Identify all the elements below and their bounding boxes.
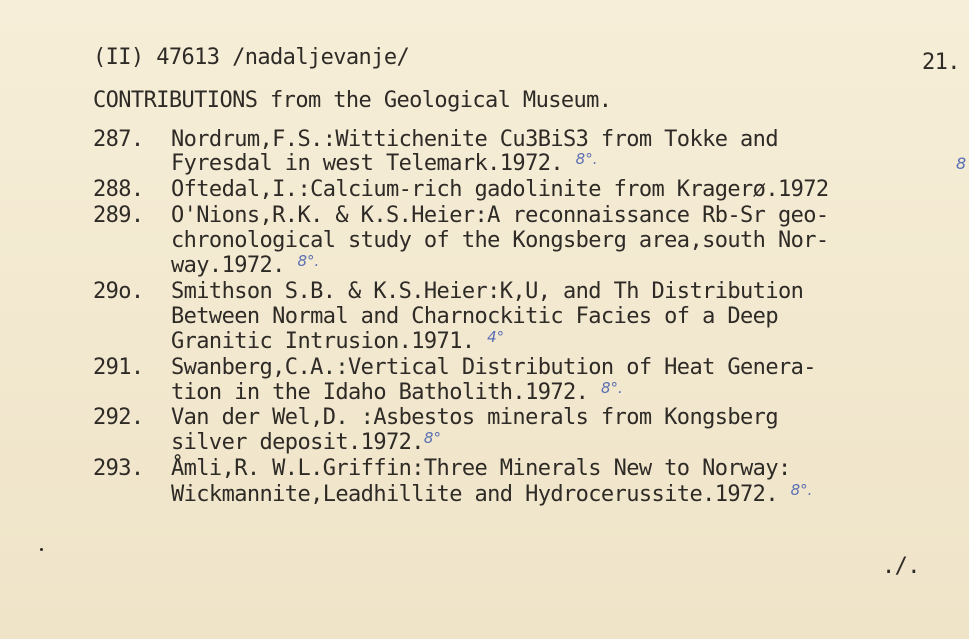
entry-line: Åmli,R. W.L.Griffin:Three Minerals New to Norway: <box>171 456 791 481</box>
handwritten-format-note: 8°. <box>575 150 598 168</box>
entry-line: Wickmannite,Leadhillite and Hydrocerussite.1972. $^{8^\circ.}$ <box>171 481 813 507</box>
entry-number: 29o. <box>93 279 144 304</box>
handwritten-format-note: 8°. <box>297 252 320 270</box>
handwritten-format-note: 4° <box>487 328 505 346</box>
entry-line: Swanberg,C.A.:Vertical Distribution of Heat Genera- <box>171 355 816 380</box>
entry-line: silver deposit.1972.$^{8^\circ}$ <box>171 429 441 455</box>
entry-line: Nordrum,F.S.:Wittichenite Cu3BiS3 from Tokke and <box>171 127 778 152</box>
entry-line: Van der Wel,D. :Asbestos minerals from Kongsberg <box>171 405 778 430</box>
entry-number: 293. <box>93 456 144 481</box>
entry-line: O'Nions,R.K. & K.S.Heier:A reconnaissance Rb-Sr geo- <box>171 203 829 228</box>
entry-line: Between Normal and Charnockitic Facies of a Deep <box>171 304 778 329</box>
card-classification: (II) 47613 /nadaljevanje/ <box>93 45 410 70</box>
entry-number: 289. <box>93 203 144 228</box>
entry-line: way.1972. $^{8^\circ.}$ <box>171 252 320 278</box>
entry-number: 292. <box>93 405 144 430</box>
stray-mark <box>40 548 43 551</box>
series-title: CONTRIBUTIONS from the Geological Museum. <box>93 88 612 113</box>
entry-number: 291. <box>93 355 144 380</box>
handwritten-format-note: 8° <box>423 429 441 447</box>
entry-line: Fyresdal in west Telemark.1972. $^{8^\circ.}$ <box>171 150 598 176</box>
entry-line: tion in the Idaho Batholith.1972. $^{8^\circ.}$ <box>171 379 623 405</box>
entry-line: chronological study of the Kongsberg area,south Nor- <box>171 228 829 253</box>
handwritten-format-note: 8°. <box>790 481 813 499</box>
page-number: 21. <box>922 50 960 75</box>
handwritten-format-note: 8°. <box>600 379 623 397</box>
entry-number: 287. <box>93 127 144 152</box>
entry-number: 288. <box>93 177 144 202</box>
continuation-mark: ./. <box>882 554 920 579</box>
entry-line: Smithson S.B. & K.S.Heier:K,U, and Th Distribution <box>171 279 804 304</box>
handwritten-margin-note: 8 <box>956 154 966 173</box>
entry-line: Granitic Intrusion.1971. $^{4^\circ}$ <box>171 328 505 354</box>
entry-line: Oftedal,I.:Calcium-rich gadolinite from Kragerø.1972 <box>171 177 829 202</box>
